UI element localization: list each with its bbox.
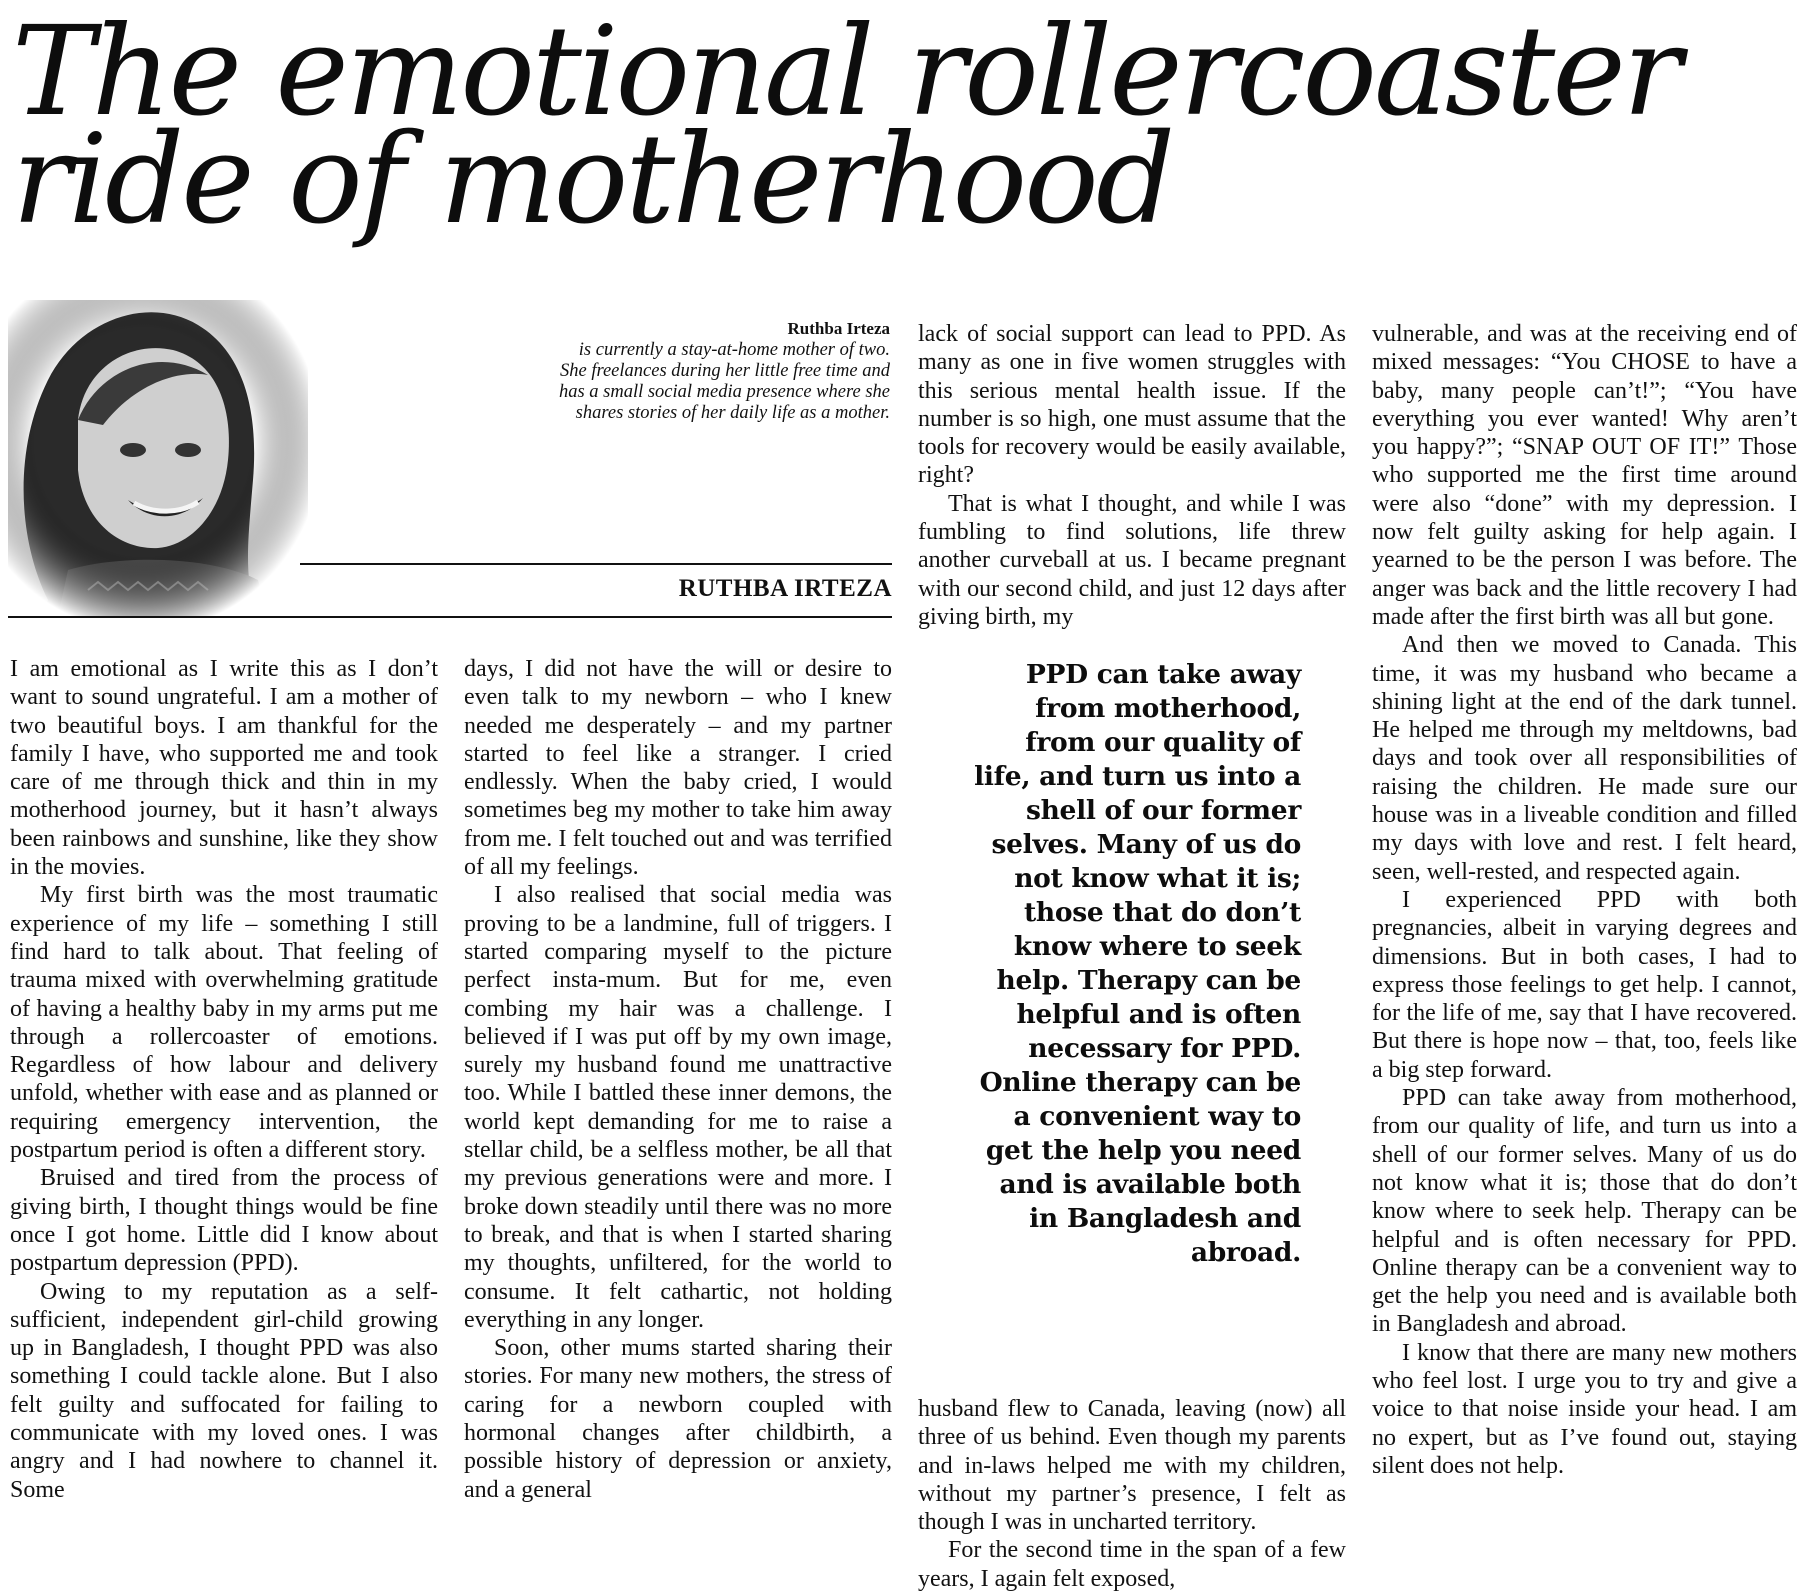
- author-portrait: [8, 300, 308, 616]
- paragraph: Owing to my reputation as a self-sufficient, independent girl-child growing up in Bangladesh, I thought PPD was also something I could tackle alone. But I also felt guilty and suffocated for failing to communicate with my loved ones. I was angry and I had nowhere to channel it. Some: [10, 1278, 438, 1503]
- section-divider: [8, 616, 892, 618]
- paragraph: Bruised and tired from the process of giving birth, I thought things would be fine once I got home. Little did I know about postpartum depression (PPD).: [10, 1165, 438, 1277]
- paragraph: My first birth was the most traumatic experience of my life – something I still find hard to talk about. That feeling of trauma mixed with overwhelming gratitude of having a healthy baby in my arms put me through a rollercoaster of emotions. Regardless of how labour and delivery unfold, whether with ease and as planned or requiring emergency intervention, the postpartum period is often a different story.: [10, 882, 438, 1164]
- byline-divider: [300, 563, 892, 565]
- paragraph: That is what I thought, and while I was fumbling to find solutions, life threw another curveball at us. I became pregnant with our second child, and just 12 days after giving birth, my: [918, 490, 1346, 630]
- headline-line-2: ride of motherhood: [12, 108, 1173, 252]
- bio-line: has a small social media presence where she: [558, 382, 890, 402]
- headline: [12, 0, 1782, 252]
- article-column-3-bottom: [918, 1395, 1346, 1593]
- paragraph: lack of social support can lead to PPD. As many as one in five women struggles with this serious mental health issue. If the number is so high, one must assume that the tools for recovery would be easily available, right?: [918, 321, 1346, 489]
- paragraph: I am emotional as I write this as I don’t want to sound ungrateful. I am a mother of two beautiful boys. I am thankful for the family I have, who supported me and took care of me through thick and thin in my motherhood journey, but it hasn’t always been rainbows and sunshine, like they show in the movies.: [10, 656, 438, 881]
- pull-quote: PPD can take away from motherhood, from our quality of life, and turn us into a shell of our former selves. Many of us do not know what it is; those that do don’t know where to seek help. Therapy can be helpful and is often necessary for PPD. Online therapy can be a convenient way to get the help you need and is available both in Bangladesh and abroad.: [974, 659, 1301, 1268]
- bio-line: shares stories of her daily life as a mother.: [575, 403, 890, 423]
- bio-name: Ruthba Irteza: [787, 319, 890, 338]
- paragraph: PPD can take away from motherhood, from our quality of life, and turn us into a shell of our former selves. Many of us do not know what it is; those that do don’t know where to seek help. Therapy can be helpful and is often necessary for PPD. Online therapy can be a convenient way to get the help you need and is available both in Bangladesh and abroad.: [1372, 1085, 1797, 1338]
- paragraph: I know that there are many new mothers who feel lost. I urge you to try and give a voice to that noise inside your head. I am no expert, but as I’ve found out, staying silent does not help.: [1372, 1339, 1797, 1479]
- paragraph: And then we moved to Canada. This time, it was my husband who became a shining light at the end of the dark tunnel. He helped me through my meltdowns, bad days and took over all responsibilities of raising the children. He made sure our house was in a liveable condition and filled my days with love and rest. I felt heard, seen, well-rested, and respected again.: [1372, 632, 1797, 885]
- article-column-2: [464, 655, 892, 1504]
- article-column-4: [1372, 320, 1797, 1480]
- bio-line: She freelances during her little free time and: [559, 361, 890, 381]
- article-column-1: [10, 655, 438, 1504]
- paragraph: I experienced PPD with both pregnancies, albeit in varying degrees and dimensions. But in both cases, I had to express those feelings to get help. I cannot, for the life of me, say that I have recovered. But there is hope now – that, too, feels like a big step forward.: [1372, 886, 1797, 1083]
- paragraph: days, I did not have the will or desire to even talk to my newborn – who I knew needed me desperately – and my partner started to feel like a stranger. I cried endlessly. When the baby cried, I would sometimes beg my mother to take him away from me. I felt touched out and was terrified of all my feelings.: [464, 656, 892, 881]
- paragraph: I also realised that social media was proving to be a landmine, full of triggers. I started comparing myself to the picture perfect insta-mum. But for me, even combing my hair was a challenge. I believed if I was put off by my own image, surely my husband found me unattractive too. While I battled these inner demons, the world kept demanding for me to raise a stellar child, be a selfless mother, be all that my previous generations were and more. I broke down steadily until there was no more to break, and that is when I started sharing my thoughts, unfiltered, for the world to consume. It felt cathartic, not holding everything in any longer.: [464, 882, 892, 1333]
- author-bio: [480, 318, 890, 424]
- article-column-3-top: [918, 320, 1346, 631]
- paragraph: vulnerable, and was at the receiving end of mixed messages: “You CHOSE to have a baby, many people can’t!”; “You have everything you ever wanted! Why aren’t you happy?”; “SNAP OUT OF IT!” Those who supported me the first time around were also “done” with my depression. I now felt guilty asking for help again. I yearned to be the person I was before. The anger was back and the little recovery I had made after the first birth was all but gone.: [1372, 321, 1797, 630]
- byline: RUTHBA IRTEZA: [678, 575, 892, 602]
- bio-line: is currently a stay-at-home mother of two.: [578, 340, 890, 360]
- paragraph: For the second time in the span of a few years, I again felt exposed,: [918, 1537, 1346, 1592]
- headline-line-1: The emotional rollercoaster: [12, 0, 1680, 144]
- paragraph: Soon, other mums started sharing their stories. For many new mothers, the stress of caring for a newborn coupled with hormonal changes after childbirth, a possible history of depression or anxiety, and a general: [464, 1335, 892, 1503]
- paragraph: husband flew to Canada, leaving (now) all three of us behind. Even though my parents and in-laws helped me with my children, without my partner’s presence, I felt as though I was in uncharted territory.: [918, 1396, 1346, 1536]
